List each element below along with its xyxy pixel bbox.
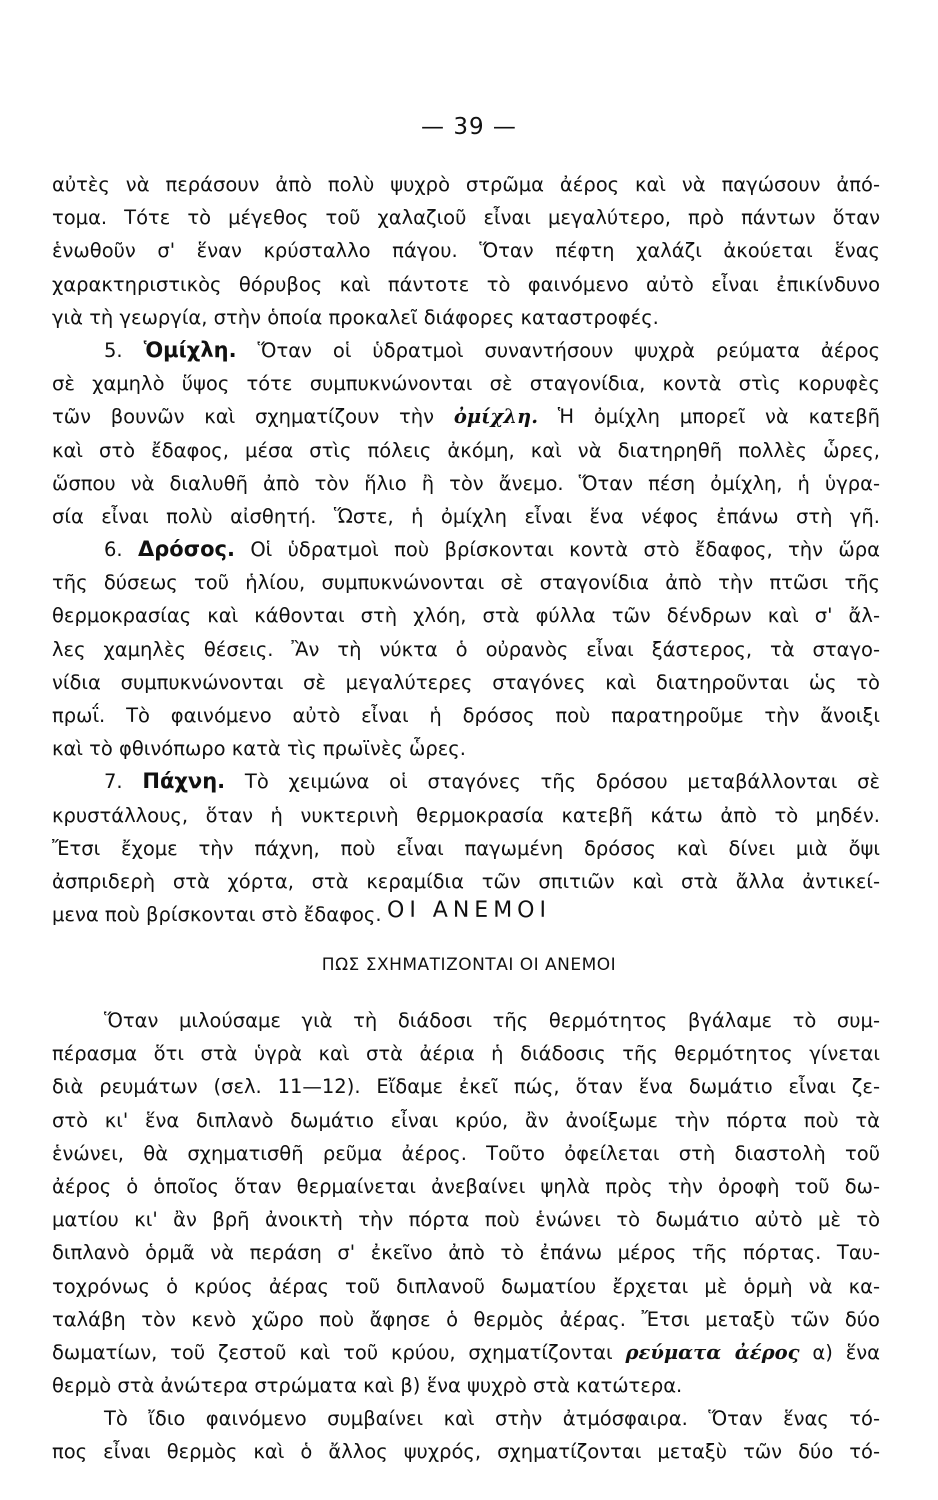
item-number: 6. xyxy=(104,538,123,562)
section-title: ΠΩΣ ΣΧΗΜΑΤΙΖΟΝΤΑΙ ΟΙ ΑΝΕΜΟΙ xyxy=(321,955,617,975)
text-line xyxy=(52,1336,880,1369)
text-line: διὰ ρευμάτων (σελ. 11—12). Εἴδαμε ἐκεῖ πώς, ὅταν ἕνα δωμάτιο εἶναι ζε- xyxy=(52,1075,880,1099)
text-block-winds xyxy=(52,1004,880,1469)
text-line: στὸ κι' ἕνα διπλανὸ δωμάτιο εἶναι κρύο, ἂν ἀνοίξωμε τὴν πόρτα ποὺ τὰ xyxy=(52,1108,880,1132)
text-line: τοχρόνως ὁ κρύος ἀέρας τοῦ διπλανοῦ δωματίου ἔρχεται μὲ ὁρμὴ νὰ κα- xyxy=(52,1274,880,1298)
text-span: δωματίων, τοῦ ζεστοῦ καὶ τοῦ κρύου, σχηματίζονται xyxy=(52,1340,613,1364)
section-fog-line xyxy=(52,334,880,367)
text-span: Τὸ χειμώνα οἱ σταγόνες τῆς δρόσου μεταβάλλονται σὲ xyxy=(244,770,880,794)
text-line: ἑνωθοῦν σ' ἕναν κρύσταλλο πάγου. Ὅταν πέφτη χαλάζι ἀκούεται ἕνας xyxy=(52,239,880,263)
text-line: λες χαμηλὲς θέσεις. Ἂν τὴ νύκτα ὁ οὐρανὸς εἶναι ξάστερος, τὰ σταγο- xyxy=(52,637,880,661)
text-line: θερμὸ στὰ ἀνώτερα στρώματα καὶ β) ἕνα ψυχρὸ στὰ κατώτερα. xyxy=(52,1374,683,1398)
term-frost: Πάχνη. xyxy=(142,769,226,794)
item-number: 5. xyxy=(104,338,123,362)
text-line: ματίου κι' ἂν βρῆ ἀνοικτὴ τὴν πόρτα ποὺ ἑνώνει τὸ δωμάτιο αὐτὸ μὲ τὸ xyxy=(52,1208,880,1232)
text-span: Ὅταν οἱ ὑδρατμοὶ συναντήσουν ψυχρὰ ρεύματα ἀέρος xyxy=(257,338,880,362)
text-span: Ἡ ὀμίχλη μπορεῖ νὰ κατεβῆ xyxy=(557,405,880,429)
text-line: κρυστάλλους, ὅταν ἡ νυκτερινὴ θερμοκρασία κατεβῆ κάτω ἀπὸ τὸ μηδέν. xyxy=(52,803,880,827)
chapter-title: ΟΙ ΑΝΕΜΟΙ xyxy=(387,898,551,923)
text-line: ἑνώνει, θὰ σχηματισθῆ ρεῦμα ἀέρος. Τοῦτο ὀφείλεται στὴ διαστολὴ τοῦ xyxy=(52,1141,880,1165)
text-span: α) ἕνα xyxy=(812,1340,880,1364)
text-line: νίδια συμπυκνώνονται σὲ μεγαλύτερες σταγόνες καὶ διατηροῦνται ὡς τὸ xyxy=(52,670,880,694)
term-fog: Ὁμίχλη. xyxy=(143,337,237,362)
text-line: ταλάβη τὸν κενὸ χῶρο ποὺ ἄφησε ὁ θερμὸς ἀέρας. Ἔτσι μεταξὺ τῶν δύο xyxy=(52,1307,880,1331)
text-line: αὐτὲς νὰ περάσουν ἀπὸ πολὺ ψυχρὸ στρῶμα ἀέρος καὶ νὰ παγώσουν ἀπό- xyxy=(52,173,880,196)
text-line: καὶ στὸ ἔδαφος, μέσα στὶς πόλεις ἀκόμη, καὶ νὰ διατηρηθῆ πολλὲς ὧρες, xyxy=(52,438,880,462)
text-line: ἀέρος ὁ ὁποῖος ὅταν θερμαίνεται ἀνεβαίνει ψηλὰ πρὸς τὴν ὀροφὴ τοῦ δω- xyxy=(52,1174,880,1198)
text-line: διπλανὸ ὁρμᾶ νὰ περάση σ' ἐκεῖνο ἀπὸ τὸ ἐπάνω μέρος τῆς πόρτας. Ταυ- xyxy=(52,1241,880,1265)
text-line: καὶ τὸ φθινόπωρο κατὰ τὶς πρωϊνὲς ὧρες. xyxy=(52,737,466,761)
term-dew: Δρόσος. xyxy=(138,537,235,562)
page-number: — 39 — xyxy=(421,114,517,140)
text-line: τῆς δύσεως τοῦ ἡλίου, συμπυκνώνονται σὲ σταγονίδια ἀπὸ τὴν πτῶσι τῆς xyxy=(52,571,880,595)
term-fog-italic: ὀμίχλη. xyxy=(453,405,538,429)
text-line: πος εἶναι θερμὸς καὶ ὁ ἄλλος ψυχρός, σχηματίζονται μεταξὺ τῶν δύο τό- xyxy=(52,1440,880,1464)
section-dew-line xyxy=(52,533,880,566)
section-frost-line xyxy=(52,765,880,798)
text-line xyxy=(52,400,880,433)
text-line: Τὸ ἴδιο φαινόμενο συμβαίνει καὶ στὴν ἀτμόσφαιρα. Ὅταν ἕνας τό- xyxy=(104,1407,880,1431)
text-line: ὥσπου νὰ διαλυθῆ ἀπὸ τὸν ἥλιο ἢ τὸν ἄνεμο. Ὅταν πέση ὀμίχλη, ἡ ὑγρα- xyxy=(52,471,880,495)
text-span: τῶν βουνῶν καὶ σχηματίζουν τὴν xyxy=(52,405,435,429)
text-line: τομα. Τότε τὸ μέγεθος τοῦ χαλαζιοῦ εἶναι μεγαλύτερο, πρὸ πάντων ὅταν xyxy=(52,206,880,230)
text-line: σία εἶναι πολὺ αἰσθητή. Ὥστε, ἡ ὀμίχλη εἶναι ἕνα νέφος ἐπάνω στὴ γῆ. xyxy=(52,504,880,528)
text-line: θερμοκρασίας καὶ κάθονται στὴ χλόη, στὰ φύλλα τῶν δένδρων καὶ σ' ἄλ- xyxy=(52,604,880,628)
text-line: ἀσπριδερὴ στὰ χόρτα, στὰ κεραμίδια τῶν σπιτιῶν καὶ στὰ ἄλλα ἀντικεί- xyxy=(52,869,880,893)
text-line: πρωΐ. Τὸ φαινόμενο αὐτὸ εἶναι ἡ δρόσος ποὺ παρατηροῦμε τὴν ἄνοιξι xyxy=(52,704,880,727)
text-line: σὲ χαμηλὸ ὕψος τότε συμπυκνώνονται σὲ σταγονίδια, κοντὰ στὶς κορυφὲς xyxy=(52,372,880,396)
term-air-currents: ρεύματα ἀέρος xyxy=(625,1340,800,1364)
text-line: Ἔτσι ἔχομε τὴν πάχνη, ποὺ εἶναι παγωμένη δρόσος καὶ δίνει μιὰ ὄψι xyxy=(52,836,880,860)
text-line: μενα ποὺ βρίσκονται στὸ ἔδαφος. xyxy=(52,903,382,927)
text-block-weather-phenomena xyxy=(52,168,880,931)
text-span: Οἱ ὑδρατμοὶ ποὺ βρίσκονται κοντὰ στὸ ἔδαφος, τὴν ὥρα xyxy=(250,538,880,562)
item-number: 7. xyxy=(104,770,123,794)
text-line: χαρακτηριστικὸς θόρυβος καὶ πάντοτε τὸ φαινόμενο αὐτὸ εἶναι ἐπικίνδυνο xyxy=(52,272,880,296)
text-line: πέρασμα ὅτι στὰ ὑγρὰ καὶ στὰ ἀέρια ἡ διάδοσις τῆς θερμότητος γίνεται xyxy=(52,1042,880,1066)
text-line: Ὅταν μιλούσαμε γιὰ τὴ διάδοσι τῆς θερμότητος βγάλαμε τὸ συμ- xyxy=(104,1009,880,1032)
text-line: γιὰ τὴ γεωργία, στὴν ὁποία προκαλεῖ διάφορες καταστροφές. xyxy=(52,305,659,329)
